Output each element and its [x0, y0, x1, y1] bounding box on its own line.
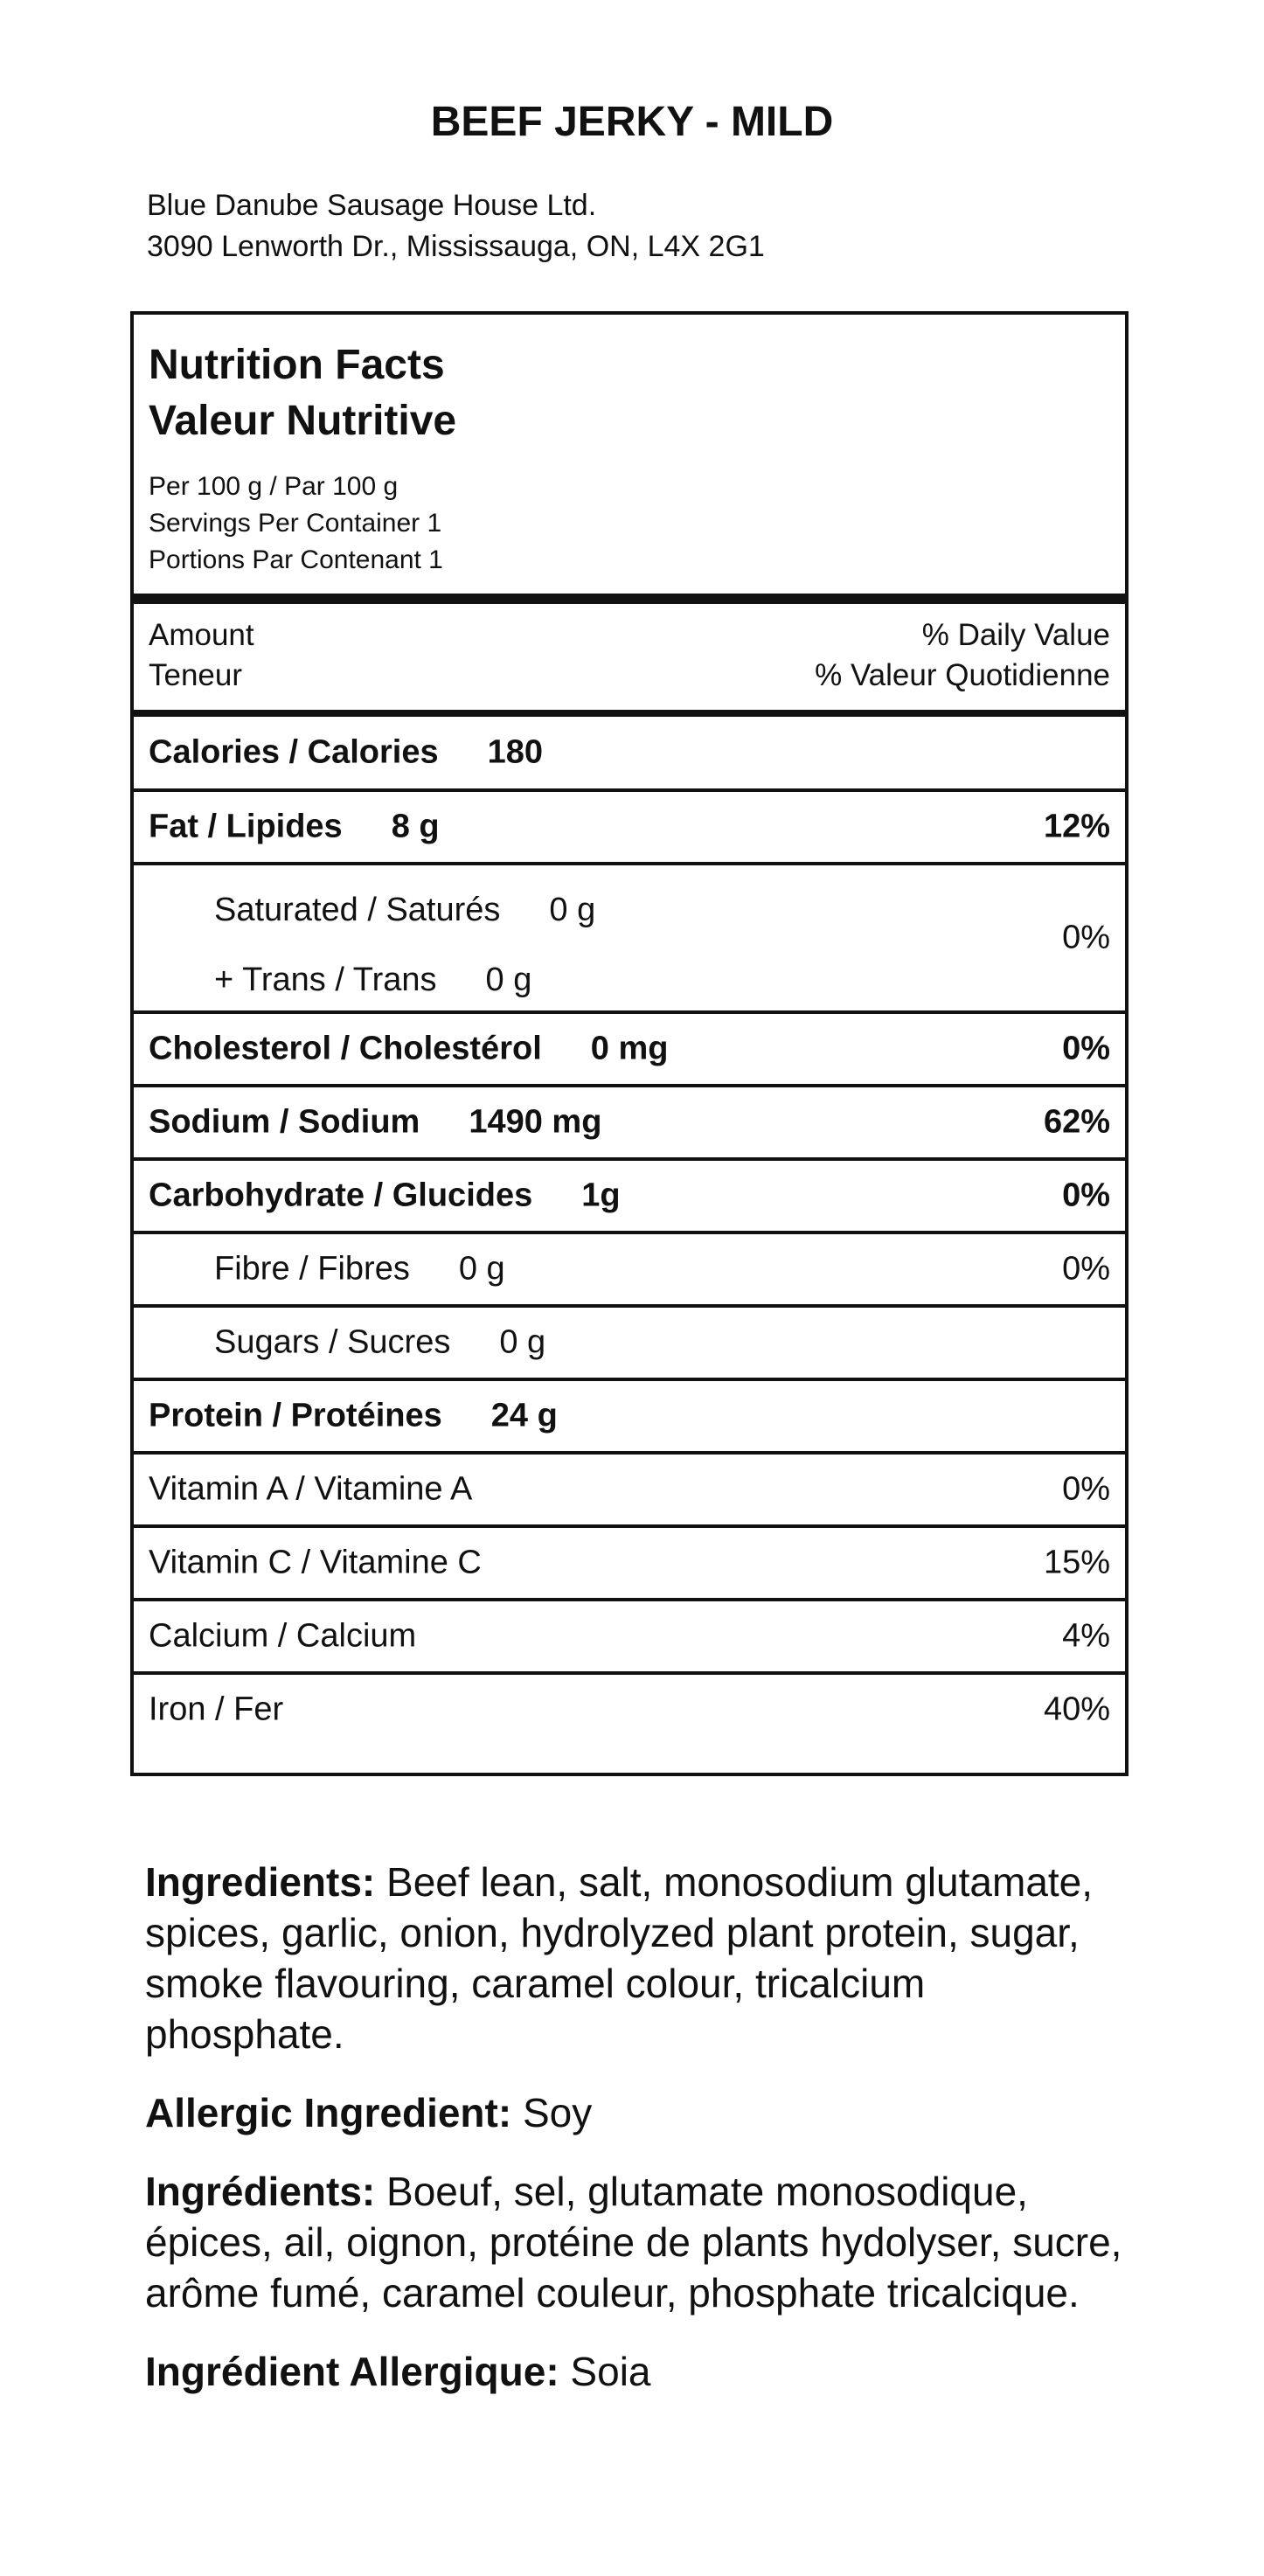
- allergen-fr-text: Soia: [559, 2349, 651, 2394]
- servings-fr: Portions Par Contenant 1: [149, 545, 443, 574]
- nutrient-amount: 0 g: [458, 1250, 505, 1288]
- thick-divider: [134, 594, 1125, 604]
- nutrient-dv: 0%: [1062, 1177, 1110, 1214]
- allergen-fr-label: Ingrédient Allergique:: [145, 2349, 559, 2394]
- nutrient-row-sodium: [134, 1084, 1125, 1157]
- nutrient-row-sugars: [134, 1304, 1125, 1378]
- allergen-en-label: Allergic Ingredient:: [145, 2090, 512, 2135]
- ingredients-en-text: Beef lean, salt, monosodium glutamate, spices, garlic, onion, hydrolyzed plant protein, sugar, smoke flavouring, caramel colour, tricalcium phosphate.: [145, 1859, 1094, 2057]
- nutrient-row-protein: [134, 1378, 1125, 1451]
- nutrient-label: Iron / Fer: [149, 1691, 284, 1728]
- nutrient-label: Vitamin C / Vitamine C: [149, 1544, 482, 1581]
- nutrient-label: Saturated / Saturés: [214, 892, 501, 928]
- nutrient-row-fibre: [134, 1231, 1125, 1304]
- nutrient-amount: 0 g: [485, 962, 532, 998]
- product-title: BEEF JERKY - MILD: [430, 99, 834, 145]
- allergen-en: [145, 2087, 1133, 2138]
- nutrient-label: Calories / Calories: [149, 733, 439, 771]
- nutrient-row-iron: [134, 1671, 1125, 1745]
- nutrient-dv: 12%: [1043, 808, 1110, 845]
- nutrient-dv: 0%: [1062, 1250, 1110, 1288]
- nutrient-label: Sugars / Sucres: [214, 1323, 451, 1361]
- amount-label: [149, 615, 254, 696]
- amount-en: Amount: [149, 618, 254, 652]
- ingredients-section: [145, 1857, 1133, 2425]
- saturated-line: [214, 892, 595, 929]
- daily-value-label: [815, 615, 1110, 696]
- nutrient-dv: 40%: [1043, 1691, 1110, 1728]
- company-info: [147, 185, 765, 267]
- nutrient-amount: 8 g: [391, 808, 440, 845]
- nutrition-title-en: Nutrition Facts: [149, 342, 445, 388]
- nutrient-label: + Trans / Trans: [214, 962, 437, 998]
- ingredients-fr-label: Ingrédients:: [145, 2169, 376, 2214]
- nutrient-dv: 0%: [1062, 1030, 1110, 1067]
- ingredients-en-label: Ingredients:: [145, 1859, 376, 1905]
- ingredients-en: [145, 1857, 1133, 2059]
- company-address: 3090 Lenworth Dr., Mississauga, ON, L4X 2G1: [147, 230, 765, 263]
- nutrient-row-vitamin-a: [134, 1451, 1125, 1524]
- nutrient-row-saturated-trans: [134, 862, 1125, 1010]
- nutrient-amount: 0 g: [499, 1323, 546, 1361]
- nutrient-amount: 0 mg: [590, 1030, 669, 1067]
- nutrient-label: Cholesterol / Cholestérol: [149, 1030, 542, 1067]
- amount-fr: Teneur: [149, 658, 243, 692]
- nutrient-label: Calcium / Calcium: [149, 1617, 417, 1655]
- nutrient-dv: 0%: [1062, 1470, 1110, 1508]
- nutrient-row-cholesterol: [134, 1010, 1125, 1084]
- nutrient-dv: 4%: [1062, 1617, 1110, 1655]
- nutrient-row-carbohydrate: [134, 1157, 1125, 1231]
- nutrient-amount: 1g: [581, 1177, 621, 1214]
- ingredients-fr-text: Boeuf, sel, glutamate monosodique, épices, ail, oignon, protéine de plants hydolyser, sucre, arôme fumé, caramel couleur, phosphate tricalcique.: [145, 2169, 1122, 2316]
- serving-info: [149, 469, 443, 579]
- servings-en: Servings Per Container 1: [149, 509, 442, 538]
- nutrient-label: Carbohydrate / Glucides: [149, 1177, 533, 1214]
- allergen-fr: [145, 2346, 1133, 2397]
- nutrient-amount: 180: [487, 733, 543, 771]
- trans-line: [214, 962, 531, 999]
- amount-header-row: [134, 604, 1125, 710]
- nutrient-row-vitamin-c: [134, 1524, 1125, 1598]
- nutrition-header: [134, 315, 1125, 597]
- nutrient-row-calories: [134, 717, 1125, 788]
- nutrient-label: Sodium / Sodium: [149, 1103, 420, 1141]
- nutrient-amount: 0 g: [549, 892, 596, 928]
- nutrient-row-calcium: [134, 1598, 1125, 1671]
- nutrition-title-fr: Valeur Nutritive: [149, 398, 457, 444]
- nutrient-amount: 24 g: [490, 1397, 558, 1434]
- nutrient-row-fat: [134, 788, 1125, 862]
- nutrient-amount: 1490 mg: [469, 1103, 602, 1141]
- nutrition-facts-panel: [130, 311, 1129, 1776]
- company-name: Blue Danube Sausage House Ltd.: [147, 189, 597, 222]
- allergen-en-text: Soy: [511, 2090, 593, 2135]
- daily-value-fr: % Valeur Quotidienne: [815, 658, 1110, 692]
- nutrient-label: Protein / Protéines: [149, 1397, 442, 1434]
- nutrient-label: Fat / Lipides: [149, 808, 343, 845]
- nutrition-title: [149, 337, 456, 449]
- daily-value-en: % Daily Value: [921, 618, 1110, 652]
- medium-divider: [134, 710, 1125, 717]
- nutrient-dv: 62%: [1043, 1103, 1110, 1141]
- ingredients-fr: [145, 2166, 1133, 2318]
- nutrient-rows: [134, 717, 1125, 1745]
- nutrient-label: Fibre / Fibres: [214, 1250, 410, 1288]
- per-serving: Per 100 g / Par 100 g: [149, 472, 399, 501]
- nutrient-dv: 0%: [1062, 919, 1110, 956]
- nutrient-label: Vitamin A / Vitamine A: [149, 1470, 473, 1508]
- nutrient-dv: 15%: [1043, 1544, 1110, 1581]
